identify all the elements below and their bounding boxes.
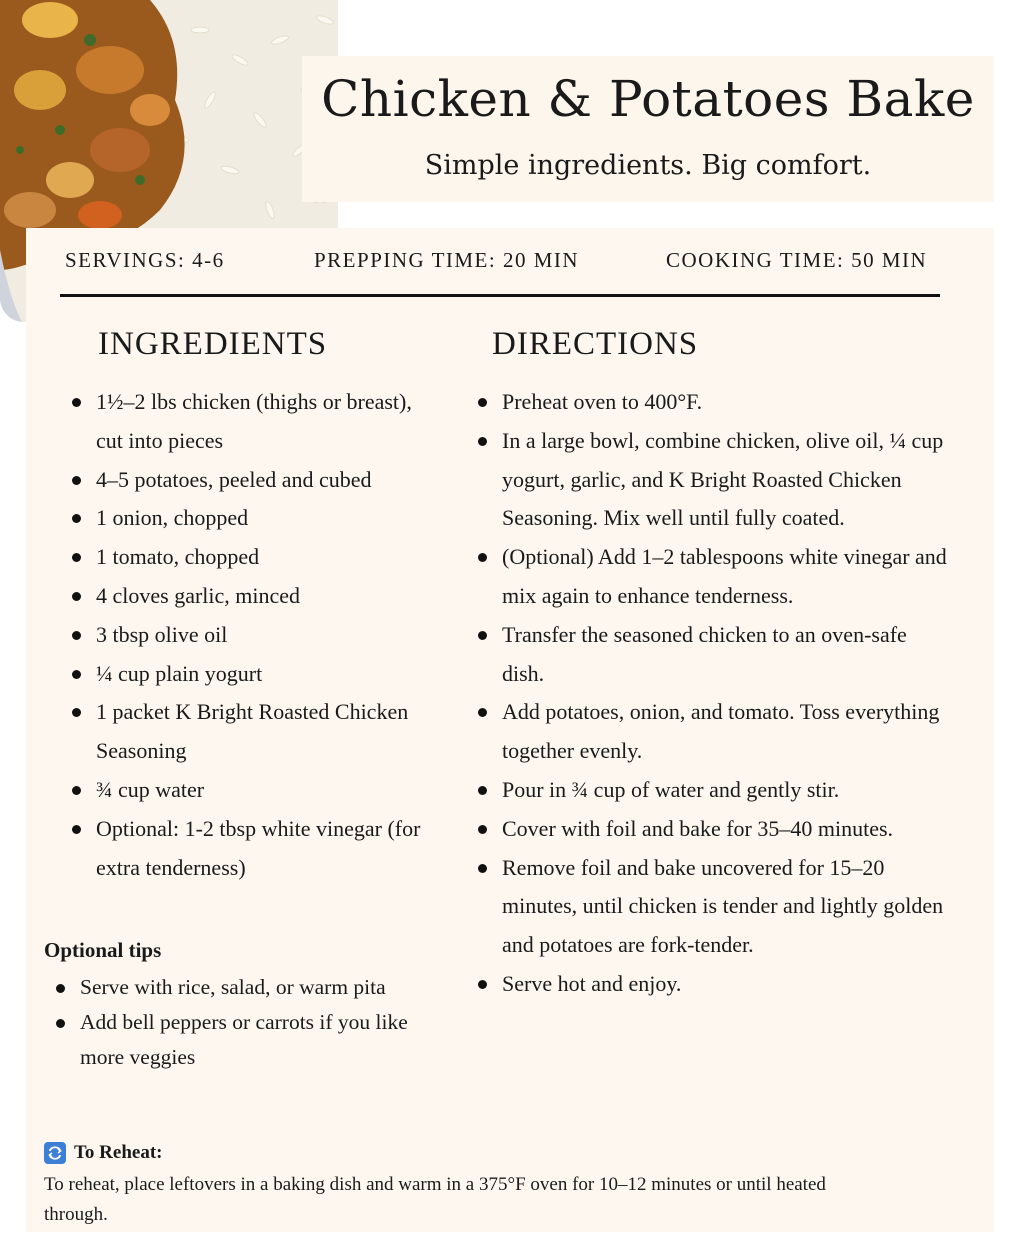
tips-heading: Optional tips [44, 938, 162, 962]
directions-heading: DIRECTIONS [492, 326, 699, 362]
divider [60, 294, 940, 297]
ingredient-item: ¾ cup water [66, 771, 426, 810]
recipe-title: Chicken & Potatoes Bake [321, 70, 975, 128]
repeat-icon [44, 1142, 66, 1164]
recipe-subtitle: Simple ingredients. Big comfort. [424, 150, 872, 181]
direction-step: (Optional) Add 1–2 tablespoons white vinegar and mix again to enhance tenderness. [472, 538, 952, 616]
direction-step: Preheat oven to 400°F. [472, 383, 952, 422]
reheat-text: To reheat, place leftovers in a baking dish and warm in a 375°F oven for 10–12 minutes or until heated through. [44, 1174, 826, 1225]
ingredient-item: 1½–2 lbs chicken (thighs or breast), cut into pieces [66, 383, 426, 461]
direction-step: Pour in ¾ cup of water and gently stir. [472, 771, 952, 810]
ingredient-item: 1 onion, chopped [66, 499, 426, 538]
direction-step: Add potatoes, onion, and tomato. Toss everything together evenly. [472, 693, 952, 771]
prep-time-label: PREPPING TIME: 20 MIN [314, 248, 580, 272]
tip-item: Add bell peppers or carrots if you like more veggies [50, 1005, 410, 1075]
reheat-heading [44, 1142, 163, 1164]
direction-step: Cover with foil and bake for 35–40 minutes. [472, 810, 952, 849]
ingredient-item: 4–5 potatoes, peeled and cubed [66, 461, 426, 500]
tip-item: Serve with rice, salad, or warm pita [50, 970, 410, 1005]
title-box [302, 56, 994, 202]
ingredients-heading: INGREDIENTS [98, 326, 328, 362]
ingredient-item: ¼ cup plain yogurt [66, 655, 426, 694]
ingredient-item: 4 cloves garlic, minced [66, 577, 426, 616]
direction-step: Transfer the seasoned chicken to an oven-safe dish. [472, 616, 952, 694]
tips-list [50, 970, 410, 1075]
direction-step: Serve hot and enjoy. [472, 965, 952, 1004]
ingredients-list [66, 383, 426, 887]
direction-step: Remove foil and bake uncovered for 15–20 minutes, until chicken is tender and lightly golden and potatoes are fork-tender. [472, 849, 952, 965]
direction-step: In a large bowl, combine chicken, olive oil, ¼ cup yogurt, garlic, and K Bright Roasted Chicken Seasoning. Mix well until fully coated. [472, 422, 952, 538]
directions-list [472, 383, 952, 1004]
ingredient-item: Optional: 1-2 tbsp white vinegar (for extra tenderness) [66, 810, 426, 888]
cook-time-label: COOKING TIME: 50 MIN [666, 248, 928, 272]
ingredient-item: 3 tbsp olive oil [66, 616, 426, 655]
reheat-heading-label: To Reheat: [74, 1142, 163, 1163]
ingredient-item: 1 packet K Bright Roasted Chicken Seasoning [66, 693, 426, 771]
ingredient-item: 1 tomato, chopped [66, 538, 426, 577]
servings-label: SERVINGS: 4-6 [65, 248, 225, 272]
